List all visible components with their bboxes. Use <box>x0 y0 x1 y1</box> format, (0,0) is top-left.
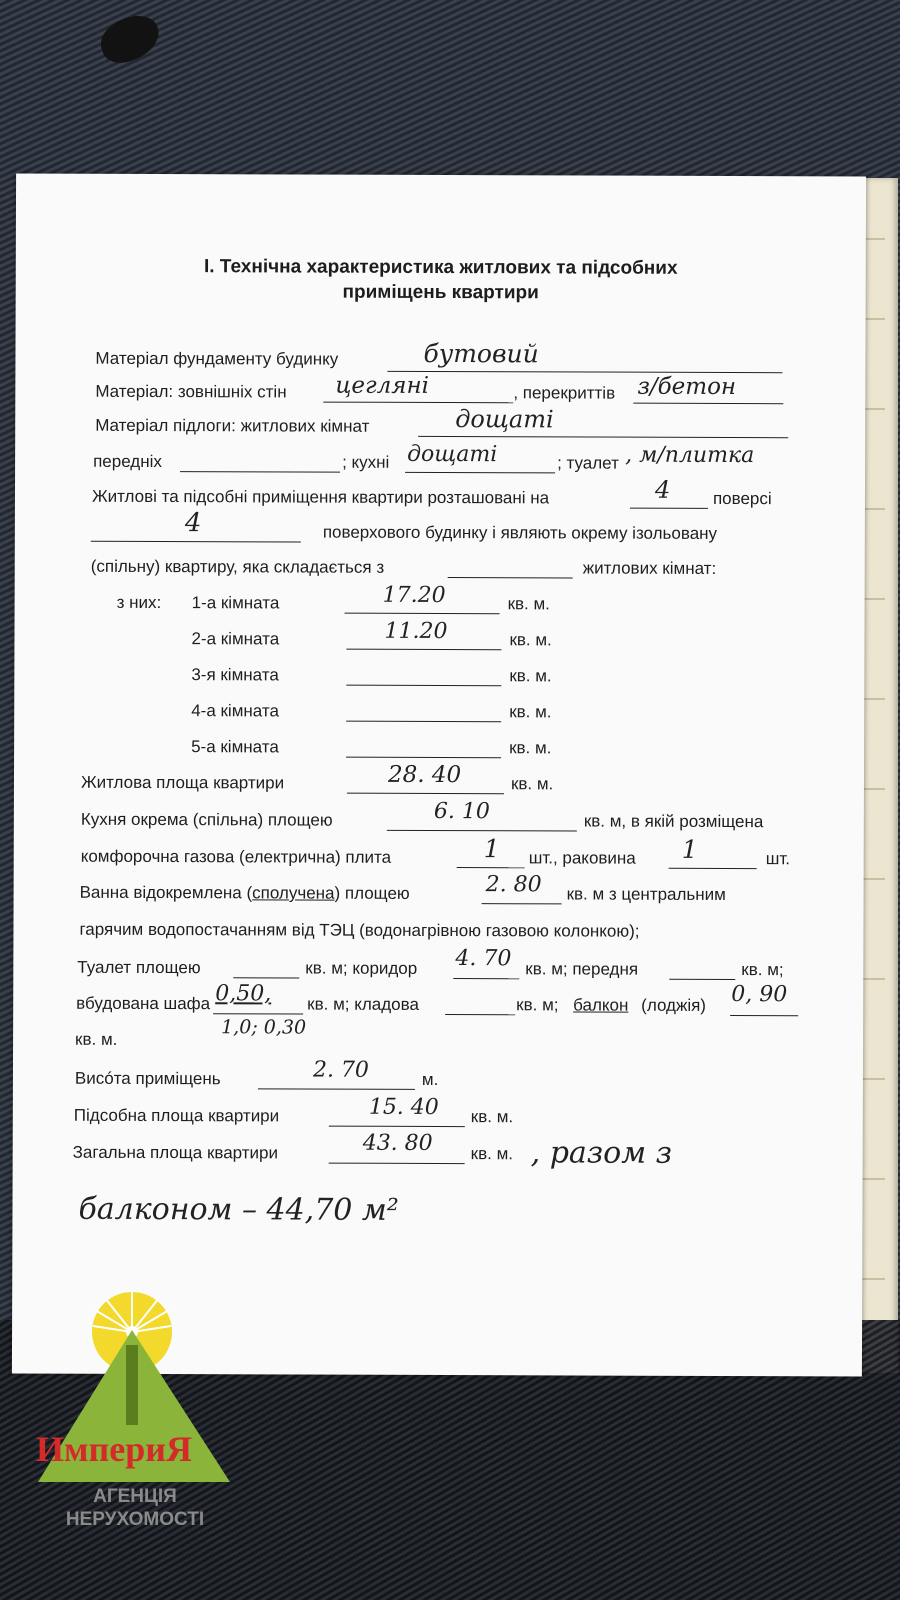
rooms-label: (спільну) квартиру, яка складається з <box>90 556 385 577</box>
kitchen-area-value: 6. 10 <box>433 798 490 825</box>
walls-label: Матеріал: зовнішніх стін <box>95 381 287 402</box>
living-area-blank <box>347 792 504 795</box>
room-4-label: 4-а кімната <box>191 701 279 721</box>
total-area-unit: кв. м. <box>470 1144 514 1164</box>
balcony-value: 0, 90 <box>731 982 788 1008</box>
walls-blank <box>323 401 513 404</box>
balcony-label: балкон <box>573 995 629 1015</box>
stove-value: 1 <box>483 834 500 864</box>
ceilings-value: з/бетон <box>637 373 737 401</box>
floor-value: дощаті <box>455 405 554 434</box>
corridor-blank <box>453 977 519 979</box>
total-area-label: Загальна площа квартири <box>72 1142 279 1163</box>
floor-label: Матеріал підлоги: житлових кімнат <box>95 415 370 436</box>
bath-blank <box>482 902 562 904</box>
storeys-value: 4 <box>184 508 202 539</box>
ink-blot <box>95 9 166 69</box>
room-3-blank <box>346 684 501 687</box>
storeys-blank <box>91 540 301 543</box>
hall-area-blank <box>669 978 735 980</box>
rooms-of-them: з них: <box>116 592 162 613</box>
bath-combined-underlined: сполучена <box>252 883 335 903</box>
kitchen-area-blank <box>387 829 577 832</box>
rooms-blank <box>448 576 573 578</box>
document-page <box>12 174 866 1377</box>
hall-area-unit: кв. м; <box>741 960 784 980</box>
room-2-label: 2-а кімната <box>191 629 280 649</box>
wardrobe-blank <box>213 1012 303 1014</box>
room-3-unit: кв. м. <box>509 666 552 686</box>
stove-unit: шт., раковина <box>528 848 636 868</box>
bath-suffix: кв. м з центральним <box>566 884 726 905</box>
kitchen-label: ; кухні <box>342 452 390 472</box>
room-4-blank <box>346 720 501 723</box>
bath-label-a: Ванна відокремлена (сполучена) площею <box>79 882 410 903</box>
aux-area-label: Підсобна площа квартири <box>73 1105 280 1126</box>
doc-title-line2: приміщень квартири <box>342 281 539 304</box>
storage-blank <box>445 1013 515 1015</box>
living-area-value: 28. 40 <box>387 761 462 789</box>
stove-blank <box>457 866 525 868</box>
storeys-label: поверхового будинку і являють окрему ізольовану <box>322 522 718 543</box>
kitchen-blank <box>405 471 555 474</box>
corridor-unit: кв. м; передня <box>525 959 639 979</box>
agency-logo-name: ИмпериЯ <box>36 1429 193 1469</box>
height-value: 2. 70 <box>312 1057 369 1083</box>
wardrobe-value: 0,50, <box>215 981 272 1007</box>
toilet-area-label: Туалет площею <box>77 957 201 978</box>
rooms-suffix: житлових кімнат: <box>582 558 717 578</box>
total-area-blank <box>329 1162 465 1164</box>
room-5-blank <box>346 756 501 759</box>
loggia-label: (лоджія) <box>641 995 707 1015</box>
wardrobe-note: 1,0; 0,30 <box>221 1016 307 1039</box>
hot-water-line: гарячим водопостачанням від ТЭЦ (водонагрівною газовою колонкою); <box>79 919 640 941</box>
living-area-unit: кв. м. <box>510 774 554 794</box>
sink-blank <box>669 867 757 869</box>
wardrobe-label: вбудована шафа <box>76 993 211 1014</box>
room-4-unit: кв. м. <box>509 702 552 722</box>
floor-level-blank <box>630 507 708 509</box>
walls-value: цегляні <box>335 372 430 399</box>
room-5-unit: кв. м. <box>509 738 552 758</box>
balcony-blank <box>730 1014 798 1016</box>
room-1-label: 1-а кімната <box>191 593 280 613</box>
kitchen-area-label: Кухня окрема (спільна) площею <box>80 809 333 830</box>
height-label: Висóта приміщень <box>74 1068 221 1089</box>
floor-level-label: Житлові та підсобні приміщення квартири розташовані на <box>91 486 550 508</box>
sink-unit: шт. <box>765 849 791 869</box>
total-note-1: , разом з <box>530 1135 673 1171</box>
corridor-value: 4. 70 <box>455 946 512 972</box>
storage-unit: кв. м; <box>516 995 559 1015</box>
living-area-label: Житлова площа квартири <box>80 772 285 793</box>
total-note-2: балконом – 44,70 м² <box>78 1191 399 1228</box>
hall-label: передніх <box>93 451 162 472</box>
hall-blank <box>180 470 340 473</box>
kitchen-area-suffix: кв. м, в якій розміщена <box>583 811 764 832</box>
wardrobe-unit: кв. м; кладова <box>307 994 419 1014</box>
room-2-value: 11.20 <box>384 618 448 645</box>
height-blank <box>258 1087 415 1090</box>
floor-blank <box>418 435 788 438</box>
room-1-value: 17.20 <box>382 582 446 609</box>
toilet-label: ; туалет <box>557 453 619 473</box>
total-area-value: 43. 80 <box>362 1130 433 1156</box>
room-1-blank <box>345 612 500 615</box>
ceilings-label: , перекриттів <box>513 383 616 403</box>
doc-title-line1: І. Технічна характеристика житлових та підсобних <box>203 256 678 279</box>
toilet-area-blank <box>233 976 299 978</box>
sink-value: 1 <box>681 834 698 864</box>
floor-level-suffix: поверсі <box>712 488 772 509</box>
toilet-value: , м/плитка <box>625 442 755 469</box>
agency-logo-sub2: НЕРУХОМОСТІ <box>65 1509 205 1530</box>
room-3-label: 3-я кімната <box>191 665 279 685</box>
floor-level-value: 4 <box>654 475 671 504</box>
foundation-label: Матеріал фундаменту будинку <box>95 348 339 369</box>
height-unit: м. <box>421 1069 439 1089</box>
bath-value: 2. 80 <box>485 872 542 898</box>
agency-logo-sub1: АГЕНЦІЯ <box>93 1486 177 1507</box>
aux-area-value: 15. 40 <box>368 1094 439 1121</box>
pyramid-column <box>126 1345 138 1425</box>
aux-area-unit: кв. м. <box>470 1107 514 1127</box>
foundation-value: бутовий <box>423 338 539 369</box>
room-1-unit: кв. м. <box>507 594 550 614</box>
sqm-short-label: кв. м. <box>75 1029 118 1049</box>
kitchen-value: дощаті <box>407 441 498 468</box>
room-2-blank <box>346 648 501 651</box>
aux-area-blank <box>329 1125 465 1127</box>
foundation-blank <box>387 370 782 373</box>
toilet-area-unit: кв. м; коридор <box>305 958 418 978</box>
room-5-label: 5-а кімната <box>191 737 279 757</box>
room-2-unit: кв. м. <box>509 630 552 650</box>
stove-label: комфорочна газова (електрична) плита <box>80 846 392 867</box>
ceilings-blank <box>633 402 783 405</box>
